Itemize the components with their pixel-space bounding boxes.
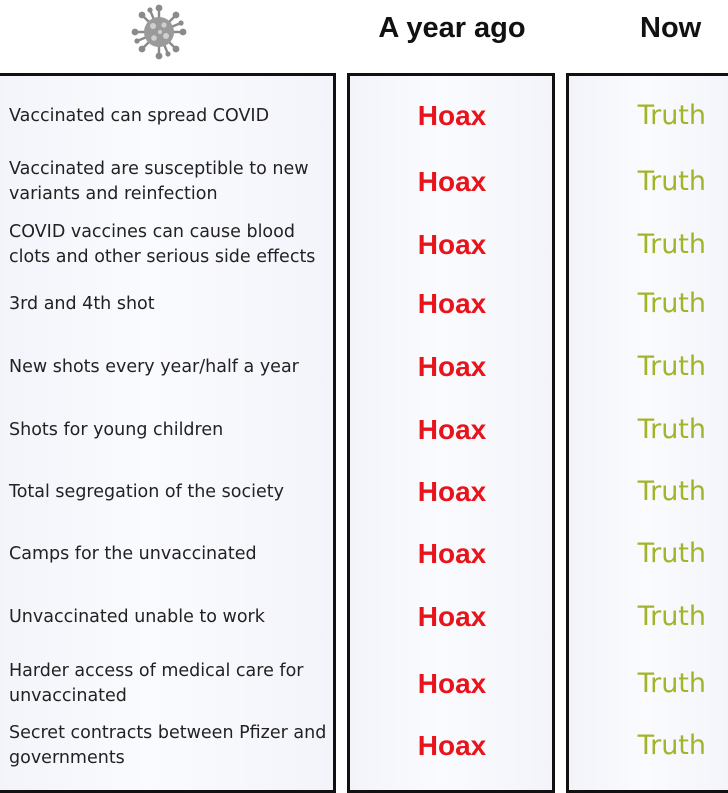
row-label-text: New shots every year/half a year (9, 356, 299, 377)
year-ago-value: Hoax (417, 351, 487, 382)
row-label (9, 277, 339, 331)
row-label-text: Shots for young children (9, 419, 224, 440)
column-title-year-ago: A year ago (378, 12, 526, 44)
row-label-text: Harder access of medical care for unvaccinated (9, 661, 304, 706)
row-label-text: Vaccinated are susceptible to new variants and reinfection (9, 159, 309, 204)
now-value: Truth (637, 288, 706, 319)
row-label-text: Unvaccinated unable to work (9, 606, 265, 627)
now-value: Truth (637, 601, 706, 632)
row-label-text: Secret contracts between Pfizer and governments (9, 723, 327, 768)
now-value: Truth (637, 229, 706, 260)
row-label (9, 403, 339, 457)
year-ago-value: Hoax (417, 229, 487, 260)
row-label-text: 3rd and 4th shot (9, 293, 155, 314)
year-ago-value: Hoax (417, 166, 487, 197)
now-value: Truth (637, 476, 706, 507)
year-ago-value: Hoax (417, 668, 487, 699)
row-label-text: Vaccinated can spread COVID (9, 105, 270, 126)
row-label-text: COVID vaccines can cause blood clots and other serious side effects (9, 222, 316, 267)
row-label (9, 155, 339, 209)
row-label (9, 527, 339, 581)
year-ago-value: Hoax (417, 100, 487, 131)
now-value: Truth (637, 538, 706, 569)
year-ago-value: Hoax (417, 288, 487, 319)
row-label (9, 719, 339, 773)
year-ago-value: Hoax (417, 601, 487, 632)
row-label (9, 657, 339, 711)
year-ago-value: Hoax (417, 476, 487, 507)
now-value: Truth (637, 351, 706, 382)
virus-icon (131, 4, 187, 60)
row-label (9, 465, 339, 519)
now-value: Truth (637, 166, 706, 197)
now-value: Truth (637, 730, 706, 761)
year-ago-value: Hoax (417, 538, 487, 569)
row-label-text: Total segregation of the society (9, 481, 284, 502)
now-value: Truth (637, 100, 706, 131)
row-label-text: Camps for the unvaccinated (9, 543, 257, 564)
header (0, 0, 728, 72)
row-label (9, 340, 339, 394)
row-label (9, 89, 339, 143)
row-label (9, 218, 339, 272)
year-ago-value: Hoax (417, 414, 487, 445)
row-label (9, 590, 339, 644)
now-value: Truth (637, 414, 706, 445)
year-ago-value: Hoax (417, 730, 487, 761)
column-title-now: Now (640, 12, 702, 44)
now-value: Truth (637, 668, 706, 699)
